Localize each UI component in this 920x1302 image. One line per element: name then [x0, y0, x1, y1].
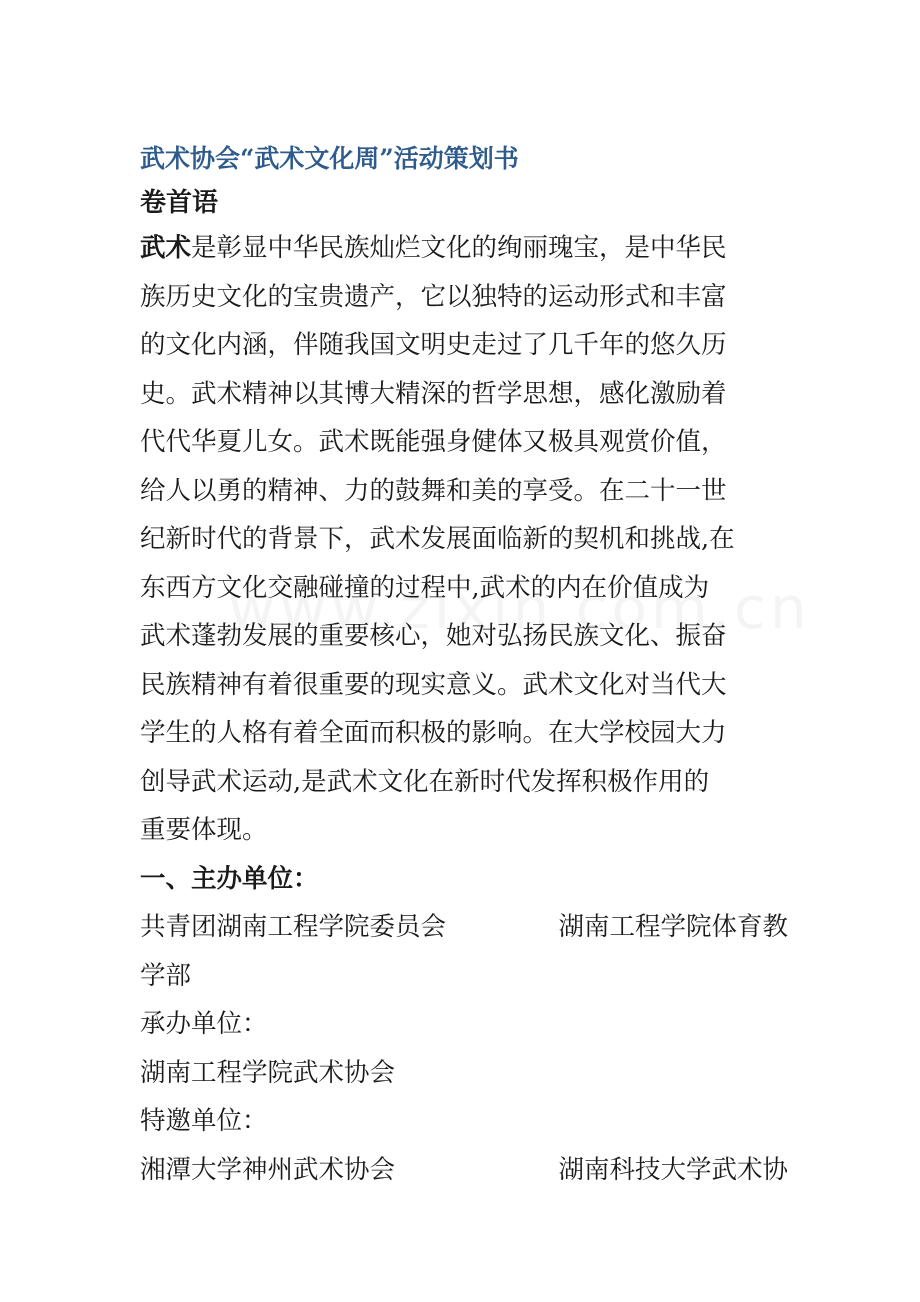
preface-line: 武术蓬勃发展的重要核心，她对弘扬民族文化、振奋	[140, 621, 727, 651]
preface-heading: 卷首语	[140, 188, 219, 218]
co-organizer: 湖南工程学院武术协会	[140, 1057, 396, 1088]
preface-line: 族历史文化的宝贵遗产，它以独特的运动形式和丰富	[140, 281, 727, 312]
document-title: 武术协会“武术文化周”活动策划书	[140, 144, 519, 173]
preface-line	[140, 224, 788, 273]
section-heading-organizers: 一、主办单位：	[140, 863, 319, 894]
preface-line: 纪新时代的背景下，武术发展面临新的契机和挑战,在	[140, 524, 735, 554]
invited-right: 湖南科技大学武术协	[558, 1154, 788, 1185]
preface-line-text: 是彰显中华民族灿烂文化的绚丽瑰宝，是中华民	[191, 233, 727, 263]
invited-label: 特邀单位：	[140, 1106, 268, 1136]
invited-left: 湘潭大学神州武术协会	[140, 1154, 396, 1185]
preface-line: 民族精神有着很重要的现实意义。武术文化对当代大	[140, 669, 727, 700]
organizers-row	[140, 903, 788, 952]
preface-line: 创导武术运动,是武术文化在新时代发挥积极作用的	[140, 766, 710, 797]
preface-line: 给人以勇的精神、力的鼓舞和美的享受。在二十一世	[140, 475, 727, 506]
preface-line: 的文化内涵，伴随我国文明史走过了几千年的悠久历	[140, 330, 727, 360]
preface-line: 学生的人格有着全面而积极的影响。在大学校园大力	[140, 718, 727, 748]
co-organizer-label: 承办单位：	[140, 1009, 268, 1039]
preface-line: 重要体现。	[140, 815, 268, 845]
invited-row	[140, 1146, 788, 1195]
document-content	[140, 136, 788, 1194]
preface-line: 东西方文化交融碰撞的过程中,武术的内在价值成为	[140, 572, 710, 603]
organizer-left: 共青团湖南工程学院委员会	[140, 912, 447, 942]
organizer-wrap: 学部	[140, 960, 192, 991]
preface-lead-word: 武术	[140, 233, 192, 263]
preface-paragraph	[140, 224, 788, 855]
organizer-right: 湖南工程学院体育教	[558, 912, 788, 942]
preface-line: 代代华夏儿女。武术既能强身健体又极具观赏价值，	[140, 427, 727, 457]
preface-line: 史。武术精神以其博大精深的哲学思想，感化激励着	[140, 378, 727, 409]
